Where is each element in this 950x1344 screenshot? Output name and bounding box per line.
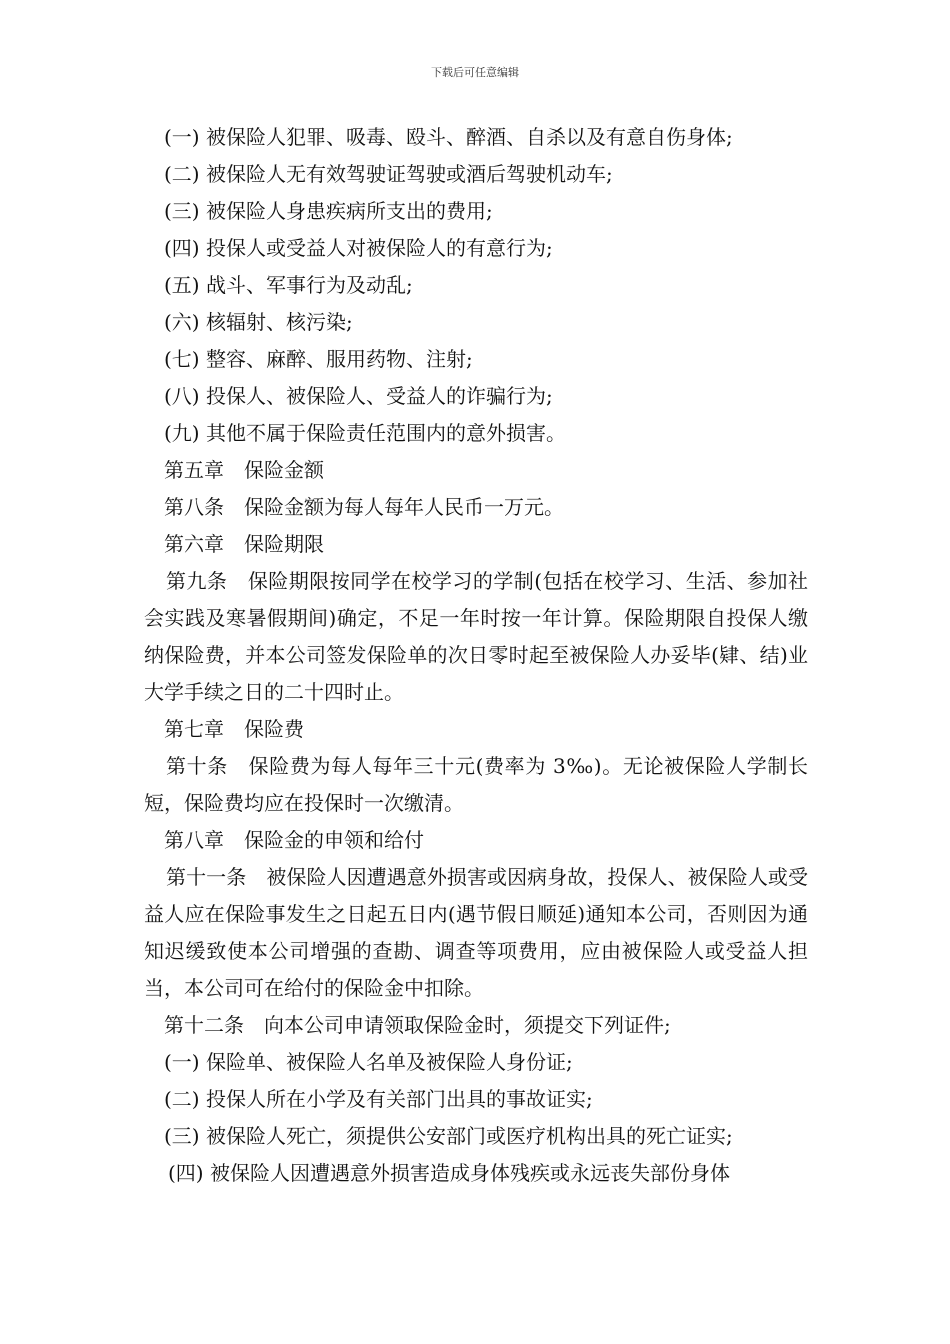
exclusion-item: (五) 战斗、军事行为及动乱; (164, 273, 413, 297)
exclusion-item: (七) 整容、麻醉、服用药物、注射; (164, 347, 473, 371)
exclusion-item: (一) 被保险人犯罪、吸毒、殴斗、醉酒、自杀以及有意自伤身体; (164, 125, 733, 149)
article-text: 第九条 保险期限按同学在校学习的学制(包括在校学习、生活、参加社会实践及寒暑假期间)确定，不足一年时按一年计算。保险期限自投保人缴纳保险费，并本公司签发保险单的次日零时起至被保险人办妥毕(肄、结)业大学手续之日的二十四时止。 (144, 569, 808, 704)
document-item: (三) 被保险人死亡，须提供公安部门或医疗机构出具的死亡证实; (164, 1124, 733, 1148)
article-text: 第十二条 向本公司申请领取保险金时，须提交下列证件; (164, 1013, 671, 1037)
exclusion-item: (三) 被保险人身患疾病所支出的费用; (164, 199, 493, 223)
chapter-heading: 第八章 保险金的申领和给付 (164, 828, 424, 852)
exclusion-item: (六) 核辐射、核污染; (164, 310, 353, 334)
document-item: (四) 被保险人因遭遇意外损害造成身体残疾或永远丧失部份身体 (168, 1161, 730, 1185)
exclusion-item: (四) 投保人或受益人对被保险人的有意行为; (164, 236, 553, 260)
exclusion-item: (八) 投保人、被保险人、受益人的诈骗行为; (164, 384, 553, 408)
exclusion-item: (二) 被保险人无有效驾驶证驾驶或酒后驾驶机动车; (164, 162, 613, 186)
chapter-heading: 第五章 保险金额 (164, 458, 324, 482)
document-item: (二) 投保人所在小学及有关部门出具的事故证实; (164, 1087, 593, 1111)
article-text: 第十一条 被保险人因遭遇意外损害或因病身故，投保人、被保险人或受益人应在保险事发生之日起五日内(遇节假日顺延)通知本公司，否则因为通知迟缓致使本公司增强的查勘、调查等项费用，应由被保险人或受益人担当，本公司可在给付的保险金中扣除。 (144, 865, 808, 1000)
document-item: (一) 保险单、被保险人名单及被保险人身份证; (164, 1050, 573, 1074)
page-header: 下载后可任意编辑 (431, 66, 519, 79)
chapter-heading: 第六章 保险期限 (164, 532, 324, 556)
chapter-heading: 第七章 保险费 (164, 717, 304, 741)
document-body (144, 119, 808, 1192)
exclusion-item: (九) 其他不属于保险责任范围内的意外损害。 (164, 421, 566, 445)
article-text: 第十条 保险费为每人每年三十元(费率为 3‰)。无论被保险人学制长短，保险费均应在投保时一次缴清。 (144, 754, 808, 815)
article-text: 第八条 保险金额为每人每年人民币一万元。 (164, 495, 564, 519)
